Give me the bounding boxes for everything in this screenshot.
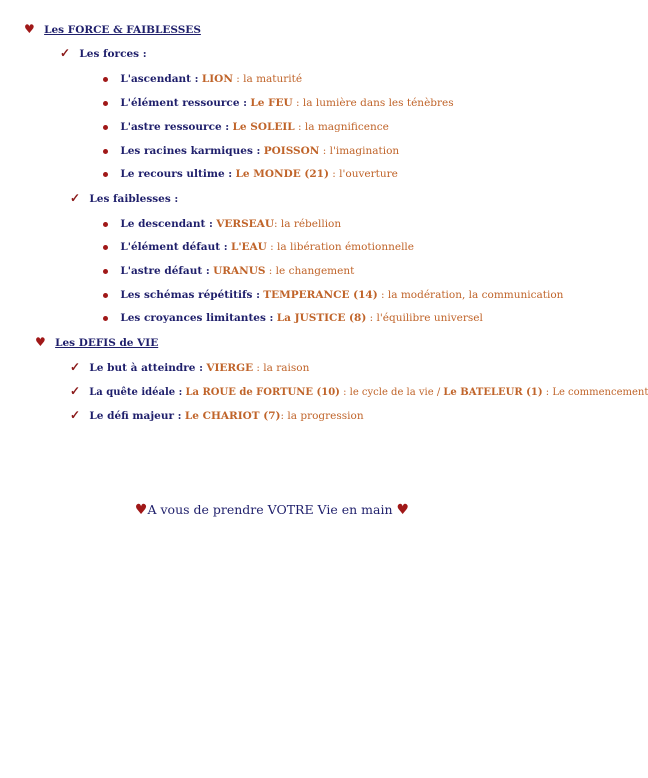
item-value: : la progression (280, 410, 364, 422)
item-label: L'ascendant : (120, 73, 199, 85)
item-value: : l'équilibre universel (366, 312, 483, 324)
item-label: Le descendant : (120, 218, 213, 230)
item-value: : la raison (253, 362, 310, 374)
closing-message (0, 502, 544, 518)
item-key: Le FEU (250, 97, 293, 109)
list-item (70, 360, 309, 375)
item-label: La quête idéale : (89, 387, 183, 398)
item-key: VERSEAU (216, 218, 274, 230)
bullet-icon (103, 269, 108, 274)
item-key: Le MONDE (21) (235, 168, 329, 180)
subheading-label: Les faiblesses : (89, 193, 179, 205)
list-item (103, 240, 414, 254)
item-value: : la rébellion (273, 218, 342, 230)
item-value: : la lumière dans les ténèbres (292, 97, 454, 109)
list-item (103, 96, 454, 110)
bullet-icon (103, 316, 108, 321)
item-key: LION (201, 73, 233, 85)
item-key: Le SOLEIL (232, 121, 295, 133)
list-item (103, 72, 302, 86)
item-key: L'EAU (230, 241, 267, 253)
item-value: : le changement (265, 265, 355, 277)
list-item (70, 408, 364, 423)
item-value: : l'ouverture (328, 168, 398, 180)
list-item (103, 288, 563, 302)
list-item (103, 217, 341, 231)
item-key-secondary: Le BATELEUR (1) (443, 387, 543, 398)
list-item (70, 384, 648, 400)
item-label: L'élément défaut : (120, 241, 228, 253)
item-label: L'astre défaut : (120, 265, 210, 277)
item-value: : la magnificence (294, 121, 389, 133)
check-icon: ✓ (60, 46, 71, 60)
bullet-icon (103, 149, 108, 154)
item-label: Le but à atteindre : (89, 362, 203, 374)
bullet-icon (103, 245, 108, 250)
item-key: TEMPERANCE (14) (263, 289, 378, 301)
check-icon: ✓ (70, 360, 81, 374)
item-value-secondary: : Le commencement (542, 387, 648, 398)
list-item (103, 311, 483, 325)
item-label: Les croyances limitantes : (120, 312, 274, 324)
section-forces-faiblesses (24, 22, 201, 37)
subheading-label: Les forces : (79, 48, 147, 60)
bullet-icon (103, 222, 108, 227)
item-label: Le défi majeur : (89, 410, 182, 422)
bullet-icon (103, 293, 108, 298)
heart-icon: ♥ (396, 502, 410, 518)
item-label: L'astre ressource : (120, 121, 230, 133)
item-key: La ROUE de FORTUNE (10) (185, 387, 340, 398)
section-defis-de-vie (35, 335, 158, 350)
list-item (103, 144, 399, 158)
subheading-forces (60, 46, 147, 61)
bullet-icon (103, 172, 108, 177)
item-label: Les schémas répétitifs : (120, 289, 260, 301)
list-item (103, 264, 354, 278)
list-item (103, 120, 389, 134)
bullet-icon (103, 101, 108, 106)
closing-text: A vous de prendre VOTRE Vie en main (147, 502, 393, 517)
list-item (103, 167, 398, 181)
item-key: Le CHARIOT (7) (184, 410, 281, 422)
item-label: Les racines karmiques : (120, 145, 261, 157)
item-value: : la libération émotionnelle (266, 241, 415, 253)
check-icon: ✓ (70, 384, 81, 398)
section-title: Les FORCE & FAIBLESSES (44, 24, 201, 36)
subheading-faiblesses (70, 191, 178, 206)
bullet-icon (103, 77, 108, 82)
heart-icon: ♥ (134, 502, 148, 518)
heart-icon: ♥ (35, 335, 46, 349)
section-title: Les DEFIS de VIE (55, 337, 159, 349)
item-value: : la maturité (232, 73, 303, 85)
heart-icon: ♥ (24, 22, 35, 36)
bullet-icon (103, 125, 108, 130)
item-value: : le cycle de la vie / (339, 387, 444, 398)
item-value: : la modération, la communication (377, 289, 564, 301)
item-key: POISSON (263, 145, 320, 157)
check-icon: ✓ (70, 191, 81, 205)
check-icon: ✓ (70, 408, 81, 422)
item-value: : l'imagination (319, 145, 400, 157)
item-label: Le recours ultime : (120, 168, 233, 180)
item-key: URANUS (213, 265, 266, 277)
item-key: VIERGE (206, 362, 254, 374)
item-key: La JUSTICE (8) (276, 312, 367, 324)
item-label: L'élément ressource : (120, 97, 248, 109)
